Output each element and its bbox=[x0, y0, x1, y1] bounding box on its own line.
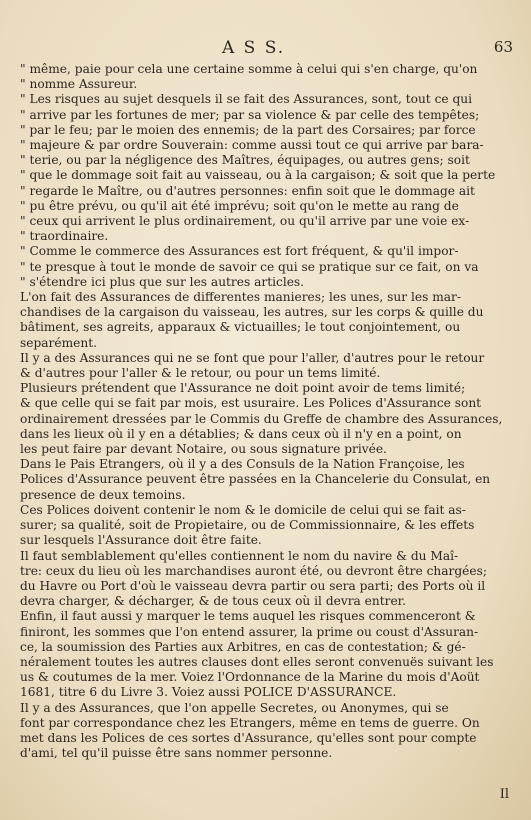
text-line: néralement toutes les autres clauses dont elles seront convenuës suivant les bbox=[20, 654, 494, 669]
text-line: " Les risques au sujet desquels il se fait des Assurances, sont, tout ce qui bbox=[20, 92, 473, 107]
text-line: presence de deux temoins. bbox=[20, 487, 186, 502]
text-line: finiront, les sommes que l'on entend assurer, la prime ou coust d'Assuran- bbox=[20, 624, 479, 639]
catchword: Il bbox=[499, 787, 509, 802]
text-line: " arrive par les fortunes de mer; par sa violence & par celle des tempêtes; bbox=[20, 107, 480, 122]
text-line: Enfin, il faut aussi y marquer le tems auquel les risques commenceront & bbox=[20, 609, 476, 624]
body-text bbox=[20, 62, 516, 761]
text-line: sur lesquels l'Assurance doit être faite. bbox=[20, 533, 262, 548]
text-line: tre: ceux du lieu où les marchandises auront été, ou devront être chargées; bbox=[20, 563, 487, 578]
text-line: Plusieurs prétendent que l'Assurance ne doit point avoir de tems limité; bbox=[20, 381, 466, 396]
text-line: " Comme le commerce des Assurances est fort fréquent, & qu'il impor- bbox=[20, 244, 459, 259]
text-line: & que celle qui se fait par mois, est usuraire. Les Polices d'Assurance sont bbox=[20, 396, 482, 411]
text-line: " même, paie pour cela une certaine somme à celui qui s'en charge, qu'on bbox=[20, 62, 478, 76]
text-line: bâtiment, ses agreits, apparaux & victuailles; le tout conjointement, ou bbox=[20, 320, 461, 335]
text-line: us & coutumes de la mer. Voiez l'Ordonnance de la Marine du mois d'Aoüt bbox=[20, 670, 480, 685]
text-line: " nomme Assureur. bbox=[20, 77, 138, 92]
text-line: separément. bbox=[20, 335, 97, 350]
text-line: Polices d'Assurance peuvent être passées en la Chancelerie du Consulat, en bbox=[20, 472, 491, 487]
text-line: Dans le Pais Etrangers, où il y a des Consuls de la Nation Françoise, les bbox=[20, 457, 465, 472]
text-line: 1681, titre 6 du Livre 3. Voiez aussi POLICE D'ASSURANCE. bbox=[20, 685, 397, 700]
text-line: Il faut semblablement qu'elles contiennent le nom du navire & du Maî- bbox=[20, 548, 459, 563]
text-line: " majeure & par ordre Souverain: comme aussi tout ce qui arrive par bara- bbox=[20, 138, 484, 153]
text-line: & d'autres pour l'aller & le retour, ou pour un tems limité. bbox=[20, 366, 381, 381]
text-line: " pu être prévu, ou qu'il ait été imprévu; soit qu'on le mette au rang de bbox=[20, 198, 459, 213]
text-line: devra charger, & décharger, & de tous ceux où il devra entrer. bbox=[20, 594, 407, 609]
text-line: Il y a des Assurances, que l'on appelle Secretes, ou Anonymes, qui se bbox=[20, 700, 449, 715]
running-header bbox=[0, 38, 531, 58]
text-line: " terie, ou par la négligence des Maîtres, équipages, ou autres gens; soit bbox=[20, 153, 470, 168]
text-line: Il y a des Assurances qui ne se font que pour l'aller, d'autres pour le retour bbox=[20, 350, 485, 365]
text-line: ce, la soumission des Parties aux Arbitres, en cas de contestation; & gé- bbox=[20, 639, 466, 654]
text-line: " te presque à tout le monde de savoir ce qui se pratique sur ce fait, on va bbox=[20, 259, 479, 274]
text-line: " ceux qui arrivent le plus ordinairement, ou qu'il arrive par une voie ex- bbox=[20, 214, 470, 229]
page-title: A S S. bbox=[222, 38, 286, 58]
text-line: ordinairement dressées par le Commis du Greffe de chambre des Assurances, bbox=[20, 411, 503, 426]
text-line: du Havre ou Port d'où le vaisseau devra partir ou sera parti; des Ports où il bbox=[20, 578, 486, 593]
text-line: font par correspondance chez les Etrangers, même en tems de guerre. On bbox=[20, 715, 480, 730]
text-line: Ces Polices doivent contenir le nom & le domicile de celui qui se fait as- bbox=[20, 502, 466, 517]
text-line: met dans les Polices de ces sortes d'Assurance, qu'elles sont pour compte bbox=[20, 730, 477, 745]
text-line: " par le feu; par le moien des ennemis; de la part des Corsaires; par force bbox=[20, 122, 476, 137]
text-line: " que le dommage soit fait au vaisseau, ou à la cargaison; & soit que la perte bbox=[20, 168, 496, 183]
text-line: " traordinaire. bbox=[20, 229, 109, 244]
text-line: " s'étendre ici plus que sur les autres articles. bbox=[20, 274, 305, 289]
text-line: dans les lieux où il y en a détablies; & dans ceux où il n'y en a point, on bbox=[20, 426, 462, 441]
text-line: chandises de la cargaison du vaisseau, les autres, sur les corps & quille du bbox=[20, 305, 484, 320]
text-line: les peut faire par devant Notaire, ou sous signature privée. bbox=[20, 442, 387, 457]
text-line: d'ami, tel qu'il puisse être sans nommer personne. bbox=[20, 746, 333, 761]
page-number: 63 bbox=[493, 38, 513, 56]
text-line: surer; sa qualité, soit de Propietaire, ou de Commissionnaire, & les effets bbox=[20, 518, 475, 533]
text-line: " regarde le Maître, ou d'autres personnes: enfin soit que le dommage ait bbox=[20, 183, 475, 198]
text-line: L'on fait des Assurances de differentes manieres; les unes, sur les mar- bbox=[20, 290, 461, 305]
